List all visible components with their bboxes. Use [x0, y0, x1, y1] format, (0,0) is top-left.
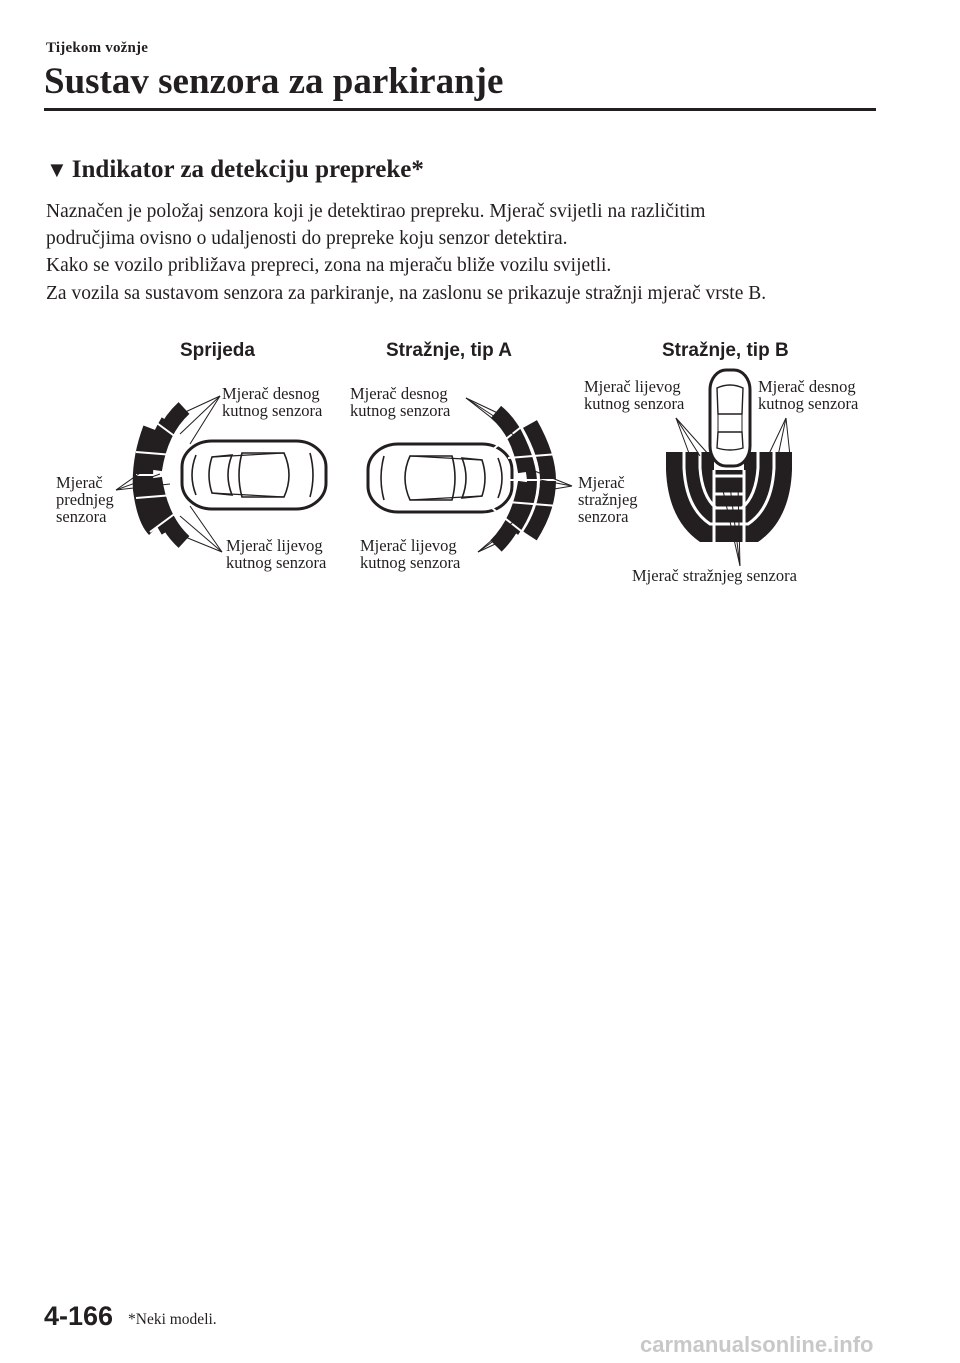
label-front-left-corner: Mjerač lijevog kutnog senzora: [226, 536, 327, 572]
diagram-title-rear-a: Stražnje, tip A: [386, 340, 512, 361]
body-line: Za vozila sa sustavom senzora za parkiranje, na zaslonu se prikazuje stražnji mjerač vrste B.: [46, 282, 767, 304]
subsection-title-text: Indikator za detekciju prepreke*: [71, 156, 424, 183]
label-rear-a-center: Mjerač stražnjeg senzora: [578, 473, 638, 526]
diagram-title-rear-b: Stražnje, tip B: [662, 340, 789, 361]
footnote: *Neki modeli.: [128, 1311, 217, 1328]
label-rear-a-right-corner: Mjerač desnog kutnog senzora: [350, 384, 451, 420]
body-line: Naznačen je položaj senzora koji je detektirao prepreku. Mjerač svijetli na različitim: [46, 201, 706, 222]
label-rear-b-left-corner: Mjerač lijevog kutnog senzora: [584, 377, 685, 413]
diagram-title-front: Sprijeda: [180, 340, 255, 361]
body-line: područjima ovisno o udaljenosti do prepreke koju senzor detektira.: [46, 228, 568, 250]
label-front-center: Mjerač prednjeg senzora: [56, 473, 114, 526]
page-number: 4-166: [44, 1301, 114, 1331]
rear-a-gauge: [368, 398, 572, 552]
label-rear-a-left-corner: Mjerač lijevog kutnog senzora: [360, 536, 461, 572]
watermark: carmanualsonline.info: [640, 1332, 874, 1357]
label-rear-b-right-corner: Mjerač desnog kutnog senzora: [758, 377, 859, 413]
page-title: Sustav senzora za parkiranje: [44, 61, 504, 102]
label-front-right-corner: Mjerač desnog kutnog senzora: [222, 384, 323, 420]
label-rear-b-center: Mjerač stražnjeg senzora: [632, 566, 797, 585]
body-line: Kako se vozilo približava prepreci, zona na mjeraču bliže vozilu svijetli.: [46, 255, 612, 277]
triangle-marker-icon: ▼: [46, 157, 68, 182]
section-header: Tijekom vožnje: [46, 40, 149, 56]
